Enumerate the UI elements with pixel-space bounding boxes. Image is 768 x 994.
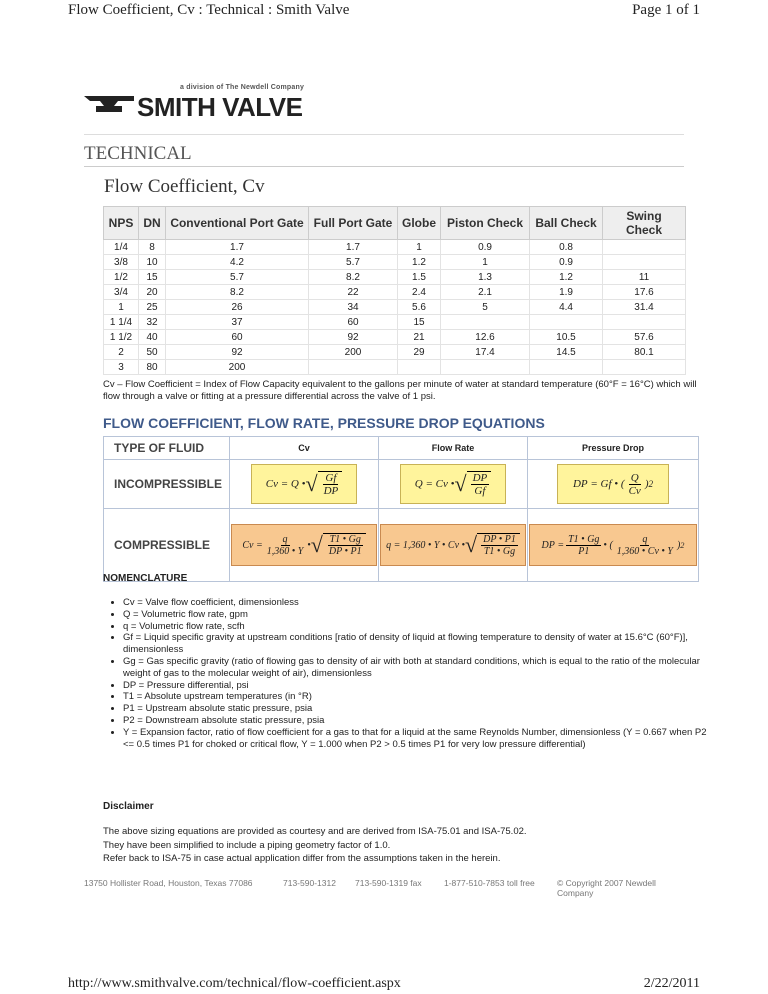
list-item: • Gf = Liquid specific gravity at upstream conditions [ratio of density of liquid at flowing temperature to density of water at 15.6°C (60°F)], dimensionless bbox=[123, 632, 713, 656]
logo-name: SMITH VALVE bbox=[137, 92, 303, 122]
formula-term: Cv bbox=[435, 478, 448, 490]
cv-table bbox=[103, 206, 686, 375]
table-cell bbox=[441, 315, 530, 330]
flow-incompressible-cell bbox=[379, 460, 528, 509]
column-header: Swing Check bbox=[603, 207, 686, 240]
formula-term: Gf bbox=[600, 478, 612, 490]
table-cell: 1 bbox=[104, 300, 139, 315]
dp-incompressible-formula: DP = Gf • ( $\frac{Q}{Cv}$ ) 2 bbox=[557, 464, 669, 504]
table-cell: 5.7 bbox=[309, 255, 398, 270]
formula-term: Q bbox=[414, 478, 423, 490]
footer-address: 13750 Hollister Road, Houston, Texas 77086 bbox=[84, 878, 253, 888]
list-item: • DP = Pressure differential, psi bbox=[123, 680, 713, 692]
flow-incompressible-formula: Q = Cv • √ $\frac{DP}{Gf}$ bbox=[400, 464, 506, 504]
table-cell bbox=[398, 360, 441, 375]
table-cell: 1.2 bbox=[398, 255, 441, 270]
flow-compressible-formula: q = 1,360 • Y • Cv • √ $\frac{DP • P1}{T1 • Gg}$ bbox=[380, 524, 526, 566]
table-cell: 37 bbox=[166, 315, 309, 330]
table-cell: 0.9 bbox=[530, 255, 603, 270]
table-cell: 10 bbox=[139, 255, 166, 270]
nomenclature-title: NOMENCLATURE bbox=[103, 573, 188, 584]
table-cell: 1.9 bbox=[530, 285, 603, 300]
formula-term: • bbox=[301, 478, 306, 490]
table-cell: 15 bbox=[398, 315, 441, 330]
formula-term: DP • P1 bbox=[328, 546, 362, 557]
page-header-title: Flow Coefficient, Cv : Technical : Smith Valve bbox=[68, 2, 350, 18]
table-cell bbox=[603, 315, 686, 330]
list-item: • q = Volumetric flow rate, scfh bbox=[123, 621, 713, 633]
formula-term: = bbox=[280, 478, 289, 490]
table-cell: 4.2 bbox=[166, 255, 309, 270]
dp-compressible-formula: DP = $\frac{T1 • Gg}{P1}$ • ( $\frac{q}{1,360 • Cv • Y}$ ) 2 bbox=[529, 524, 697, 566]
formula-term: DP bbox=[572, 478, 588, 490]
formula-term: Gf bbox=[325, 472, 337, 484]
table-cell: 3/8 bbox=[104, 255, 139, 270]
disclaimer-line: Refer back to ISA-75 in case actual application differ from the assumptions taken in the herein. bbox=[103, 853, 501, 864]
table-cell: 57.6 bbox=[603, 330, 686, 345]
page-url: http://www.smithvalve.com/technical/flow-coefficient.aspx bbox=[68, 976, 401, 991]
table-cell: 32 bbox=[139, 315, 166, 330]
disclaimer-line: They have been simplified to include a piping geometry factor of 1.0. bbox=[103, 839, 391, 851]
table-cell: 25 bbox=[139, 300, 166, 315]
cv-compressible-cell bbox=[230, 509, 379, 582]
flow-rate-header: Flow Rate bbox=[379, 437, 528, 460]
table-cell: 50 bbox=[139, 345, 166, 360]
table-cell: 11 bbox=[603, 270, 686, 285]
formula-term: = bbox=[393, 539, 401, 551]
compressible-label: COMPRESSIBLE bbox=[104, 509, 230, 582]
formula-term: • bbox=[603, 539, 607, 551]
column-header: NPS bbox=[104, 207, 139, 240]
table-cell bbox=[603, 240, 686, 255]
table-cell: 92 bbox=[166, 345, 309, 360]
table-cell: 15 bbox=[139, 270, 166, 285]
table-cell: 0.9 bbox=[441, 240, 530, 255]
cv-incompressible-formula: Cv = Q • √ $\frac{Gf}{DP}$ bbox=[251, 464, 357, 504]
disclaimer-line: The above sizing equations are provided as courtesy and are derived from ISA-75.01 and ISA-75.02. bbox=[103, 826, 527, 837]
column-header: Conventional Port Gate bbox=[166, 207, 309, 240]
formula-term: Cv bbox=[242, 539, 254, 551]
formula-term: • bbox=[614, 478, 619, 490]
formula-term: q bbox=[386, 539, 392, 551]
page-title: Flow Coefficient, Cv bbox=[104, 176, 265, 197]
anvil-icon bbox=[84, 96, 134, 114]
formula-term: 1,360 • Y bbox=[266, 545, 304, 557]
table-cell: 10.5 bbox=[530, 330, 603, 345]
formula-term: Cv bbox=[628, 484, 641, 497]
disclaimer-title: Disclaimer bbox=[103, 801, 154, 812]
formula-term: Q bbox=[630, 471, 639, 484]
table-cell: 1 1/4 bbox=[104, 315, 139, 330]
table-cell: 20 bbox=[139, 285, 166, 300]
formula-term: Q bbox=[290, 478, 299, 490]
table-cell: 1 1/2 bbox=[104, 330, 139, 345]
table-cell: 1/4 bbox=[104, 240, 139, 255]
table-cell: 21 bbox=[398, 330, 441, 345]
column-header: Globe bbox=[398, 207, 441, 240]
formula-term: = bbox=[255, 539, 263, 551]
footer-phone: 713-590-1312 bbox=[283, 878, 336, 888]
table-cell: 29 bbox=[398, 345, 441, 360]
table-cell: 22 bbox=[309, 285, 398, 300]
formula-term: q bbox=[642, 533, 648, 545]
table-cell: 60 bbox=[309, 315, 398, 330]
list-item: • Cv = Valve flow coefficient, dimensionless bbox=[123, 597, 713, 609]
table-cell: 12.6 bbox=[441, 330, 530, 345]
table-cell: 1.3 bbox=[441, 270, 530, 285]
column-header: Piston Check bbox=[441, 207, 530, 240]
dp-compressible-cell bbox=[528, 509, 699, 582]
table-cell: 8.2 bbox=[166, 285, 309, 300]
table-cell bbox=[603, 360, 686, 375]
table-cell: 17.6 bbox=[603, 285, 686, 300]
section-heading: TECHNICAL bbox=[84, 143, 192, 164]
equations-table bbox=[103, 436, 699, 582]
footer-fax: 713-590-1319 fax bbox=[355, 878, 422, 888]
table-cell: 92 bbox=[309, 330, 398, 345]
table-cell: 60 bbox=[166, 330, 309, 345]
logo-division: a division of The Newdell Company bbox=[180, 84, 305, 91]
table-cell: 0.8 bbox=[530, 240, 603, 255]
formula-term: P1 bbox=[578, 545, 590, 557]
table-cell: 34 bbox=[309, 300, 398, 315]
formula-term: DP bbox=[472, 472, 488, 484]
table-cell: 2 bbox=[104, 345, 139, 360]
table-cell: 2.4 bbox=[398, 285, 441, 300]
table-cell bbox=[441, 360, 530, 375]
page-number: Page 1 of 1 bbox=[632, 2, 700, 18]
table-cell: 8 bbox=[139, 240, 166, 255]
formula-term: • bbox=[450, 478, 455, 490]
pressure-drop-header: Pressure Drop bbox=[528, 437, 699, 460]
list-item: • P2 = Downstream absolute static pressure, psia bbox=[123, 715, 713, 727]
table-cell bbox=[530, 360, 603, 375]
column-header: DN bbox=[139, 207, 166, 240]
column-header: Full Port Gate bbox=[309, 207, 398, 240]
table-row bbox=[104, 315, 686, 330]
formula-term: 2 bbox=[680, 540, 685, 550]
table-row bbox=[104, 240, 686, 255]
formula-term: = bbox=[590, 478, 598, 490]
table-cell: 1.7 bbox=[309, 240, 398, 255]
table-cell: 3 bbox=[104, 360, 139, 375]
table-cell: 31.4 bbox=[603, 300, 686, 315]
footer-copyright: © Copyright 2007 Newdell Company bbox=[557, 878, 656, 898]
table-row bbox=[104, 285, 686, 300]
formula-term: T1 • Gg bbox=[483, 546, 516, 557]
list-item: • Gg = Gas specific gravity (ratio of flowing gas to density of air with both at standard conditions, which is equal to the ratio of the molecular weight of gas to the molecular weight of air), dimensionless bbox=[123, 656, 713, 680]
table-cell bbox=[603, 255, 686, 270]
cv-definition: Cv – Flow Coefficient = Index of Flow Capacity equivalent to the gallons per minute of water at standard temperature (60°F = 16°C) which will flow through a valve or fitting at a pressure differential across the valve of 1 psi. bbox=[103, 379, 697, 402]
formula-term: = bbox=[425, 478, 433, 490]
table-row bbox=[104, 345, 686, 360]
table-row bbox=[104, 360, 686, 375]
list-item: • Q = Volumetric flow rate, gpm bbox=[123, 609, 713, 621]
table-cell: 80 bbox=[139, 360, 166, 375]
table-cell: 5.6 bbox=[398, 300, 441, 315]
table-cell: 200 bbox=[166, 360, 309, 375]
formula-term: T1 • Gg bbox=[568, 533, 600, 545]
footer-tollfree: 1-877-510-7853 toll free bbox=[444, 878, 535, 888]
formula-term: = bbox=[557, 539, 565, 551]
type-of-fluid-header: TYPE OF FLUID bbox=[104, 437, 230, 460]
list-item: • P1 = Upstream absolute static pressure, psia bbox=[123, 703, 713, 715]
cv-header: Cv bbox=[230, 437, 379, 460]
formula-term: Gf bbox=[474, 485, 486, 497]
table-cell: 17.4 bbox=[441, 345, 530, 360]
formula-term: DP bbox=[541, 539, 555, 551]
table-cell: 5.7 bbox=[166, 270, 309, 285]
table-cell: 1 bbox=[398, 240, 441, 255]
nomenclature-list bbox=[103, 597, 713, 750]
flow-compressible-cell bbox=[379, 509, 528, 582]
table-cell bbox=[530, 315, 603, 330]
cv-compressible-formula: Cv = $\frac{q}{1,360 • Y}$ • √ $\frac{T1 • Gg}{DP • P1}$ bbox=[231, 524, 377, 566]
table-cell: 1.5 bbox=[398, 270, 441, 285]
table-row bbox=[104, 330, 686, 345]
table-cell: 8.2 bbox=[309, 270, 398, 285]
table-cell: 1.7 bbox=[166, 240, 309, 255]
formula-term: q bbox=[282, 533, 288, 545]
table-row bbox=[104, 300, 686, 315]
formula-term: DP bbox=[323, 485, 339, 497]
table-cell: 14.5 bbox=[530, 345, 603, 360]
table-cell: 1.2 bbox=[530, 270, 603, 285]
formula-term: 1,360 • Cv • Y bbox=[616, 545, 673, 557]
dp-incompressible-cell bbox=[528, 460, 699, 509]
formula-term: Cv bbox=[265, 478, 278, 490]
formula-term: • bbox=[307, 539, 311, 551]
table-cell: 4.4 bbox=[530, 300, 603, 315]
table-cell: 1/2 bbox=[104, 270, 139, 285]
table-cell: 80.1 bbox=[603, 345, 686, 360]
equations-title: FLOW COEFFICIENT, FLOW RATE, PRESSURE DROP EQUATIONS bbox=[103, 415, 545, 431]
list-item: • T1 = Absolute upstream temperatures (in °R) bbox=[123, 691, 713, 703]
table-cell: 5 bbox=[441, 300, 530, 315]
divider bbox=[84, 134, 684, 135]
table-cell: 2.1 bbox=[441, 285, 530, 300]
table-cell: 200 bbox=[309, 345, 398, 360]
table-header-row bbox=[104, 207, 686, 240]
formula-term: 1,360 • Y • Cv • bbox=[402, 539, 466, 551]
table-cell: 1 bbox=[441, 255, 530, 270]
table-cell bbox=[309, 360, 398, 375]
table-row bbox=[104, 255, 686, 270]
list-item: • Y = Expansion factor, ratio of flow coefficient for a gas to that for a liquid at the same Reynolds Number, dimensionless (Y = 0.667 when P2 <= 0.5 times P1 for choked or critical flow, Y = 1.000 when P2 > 0.5 times P1 for very low pressure differential) bbox=[123, 727, 713, 751]
table-cell: 26 bbox=[166, 300, 309, 315]
column-header: Ball Check bbox=[530, 207, 603, 240]
disclaimer-text bbox=[103, 825, 527, 866]
print-date: 2/22/2011 bbox=[643, 976, 700, 991]
formula-term: T1 • Gg bbox=[329, 534, 361, 545]
table-cell: 40 bbox=[139, 330, 166, 345]
table-row bbox=[104, 270, 686, 285]
divider bbox=[84, 166, 684, 167]
cv-incompressible-cell bbox=[230, 460, 379, 509]
table-cell: 3/4 bbox=[104, 285, 139, 300]
incompressible-label: INCOMPRESSIBLE bbox=[104, 460, 230, 509]
formula-term: 2 bbox=[648, 479, 654, 489]
formula-term: DP • P1 bbox=[483, 534, 516, 545]
